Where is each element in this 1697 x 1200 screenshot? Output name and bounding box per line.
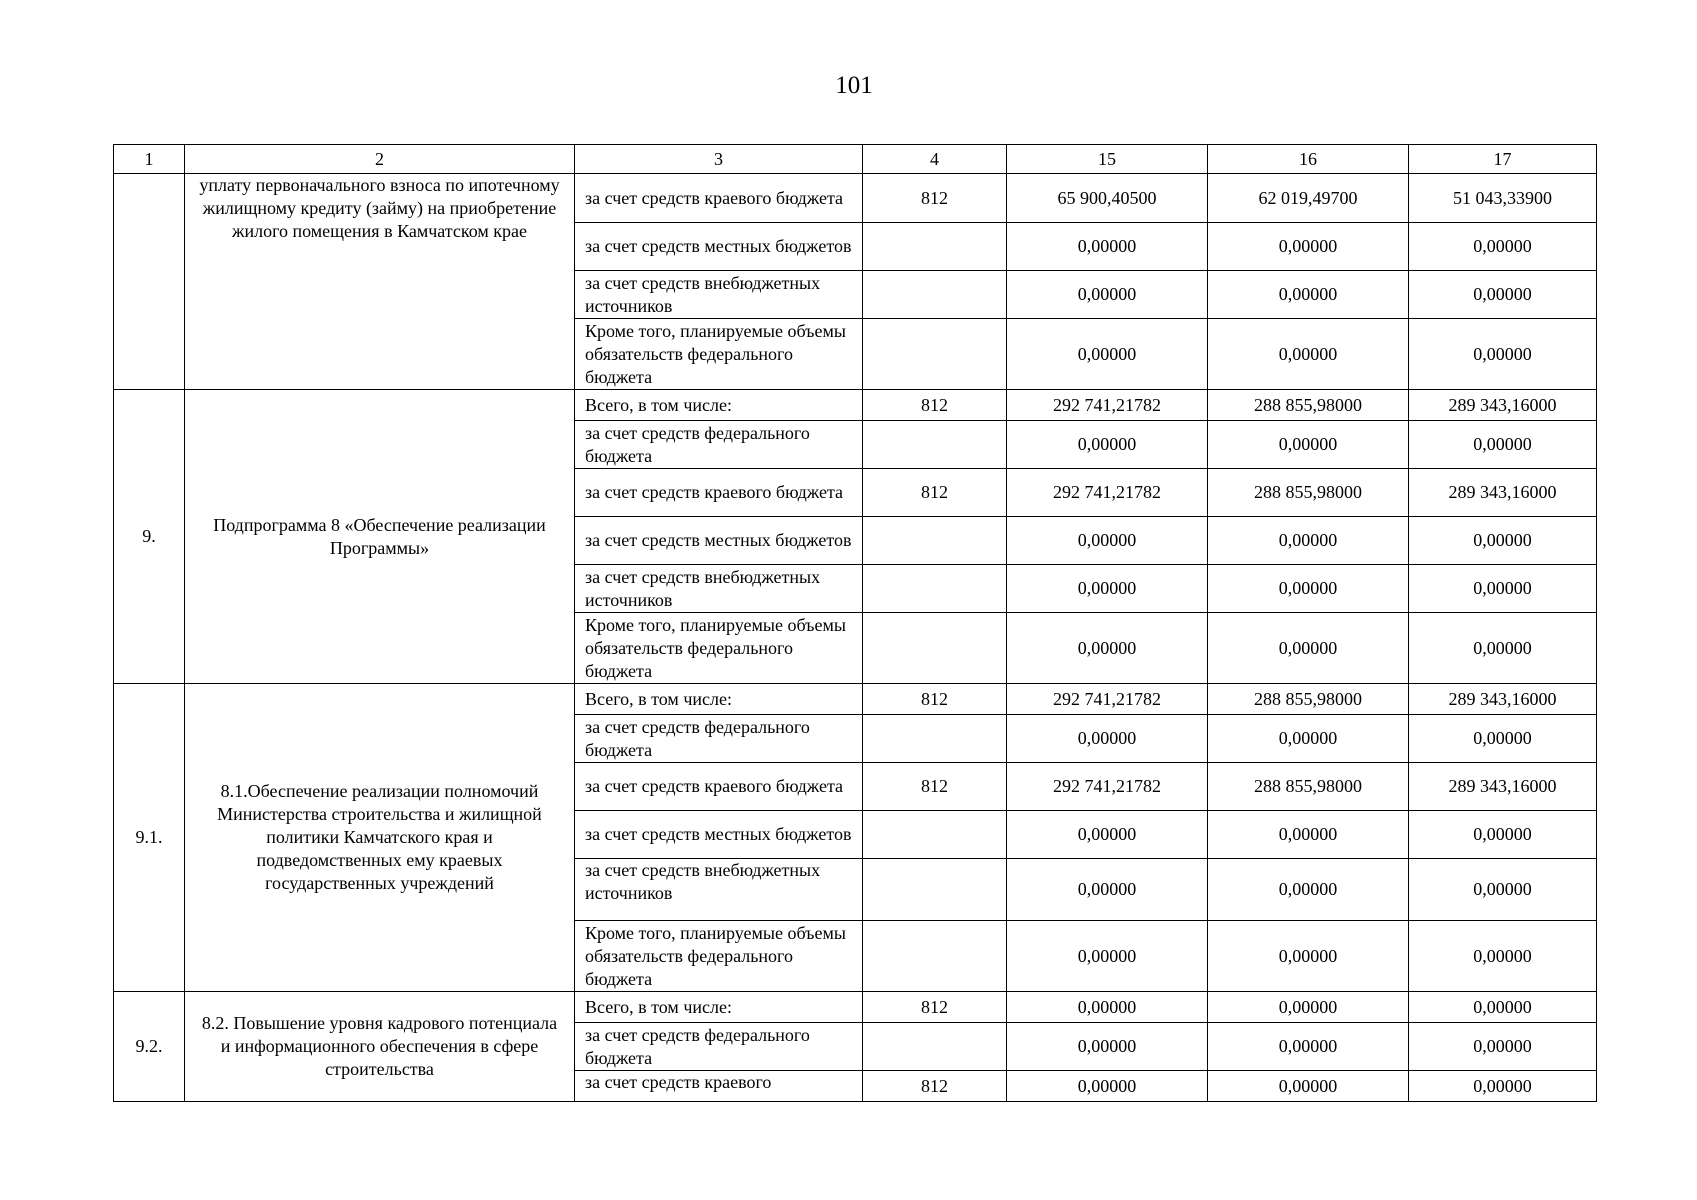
budget-code [863, 859, 1007, 921]
funding-source: за счет средств внебюджетных источников [575, 565, 863, 613]
value-16: 288 855,98000 [1208, 763, 1409, 811]
budget-code: 812 [863, 174, 1007, 223]
budget-table [113, 144, 1597, 1102]
funding-source: за счет средств внебюджетных источников [575, 859, 863, 921]
value-16: 0,00000 [1208, 811, 1409, 859]
value-15: 292 741,21782 [1007, 763, 1208, 811]
value-15: 0,00000 [1007, 223, 1208, 271]
value-16: 0,00000 [1208, 319, 1409, 390]
value-15: 0,00000 [1007, 811, 1208, 859]
value-17: 51 043,33900 [1409, 174, 1597, 223]
header-cell: 2 [185, 145, 575, 174]
budget-code [863, 421, 1007, 469]
value-16: 0,00000 [1208, 421, 1409, 469]
value-15: 0,00000 [1007, 613, 1208, 684]
value-17: 0,00000 [1409, 613, 1597, 684]
budget-code: 812 [863, 1071, 1007, 1102]
value-15: 0,00000 [1007, 421, 1208, 469]
budget-code: 812 [863, 763, 1007, 811]
funding-source: за счет средств краевого [575, 1071, 863, 1102]
value-17: 0,00000 [1409, 565, 1597, 613]
budget-code: 812 [863, 684, 1007, 715]
value-15: 0,00000 [1007, 859, 1208, 921]
funding-source: за счет средств внебюджетных источников [575, 271, 863, 319]
value-15: 0,00000 [1007, 992, 1208, 1023]
value-15: 0,00000 [1007, 319, 1208, 390]
value-15: 0,00000 [1007, 517, 1208, 565]
value-17: 0,00000 [1409, 271, 1597, 319]
value-15: 0,00000 [1007, 715, 1208, 763]
header-cell: 4 [863, 145, 1007, 174]
value-15: 292 741,21782 [1007, 390, 1208, 421]
item-name: Подпрограмма 8 «Обеспечение реализации Программы» [185, 390, 575, 684]
budget-code [863, 319, 1007, 390]
funding-source: за счет средств местных бюджетов [575, 517, 863, 565]
value-17: 0,00000 [1409, 1071, 1597, 1102]
header-row [114, 145, 1597, 174]
value-16: 0,00000 [1208, 921, 1409, 992]
value-17: 0,00000 [1409, 223, 1597, 271]
value-17: 0,00000 [1409, 859, 1597, 921]
value-16: 0,00000 [1208, 613, 1409, 684]
funding-source: Кроме того, планируемые объемы обязательств федерального бюджета [575, 921, 863, 992]
item-number: 9. [114, 390, 185, 684]
item-name: уплату первоначального взноса по ипотечному жилищному кредиту (займу) на приобретение жилого помещения в Камчатском крае [185, 174, 575, 390]
page-number: 101 [835, 72, 873, 99]
value-16: 0,00000 [1208, 517, 1409, 565]
funding-source: за счет средств федерального бюджета [575, 1023, 863, 1071]
value-16: 0,00000 [1208, 1071, 1409, 1102]
budget-code [863, 271, 1007, 319]
value-15: 0,00000 [1007, 565, 1208, 613]
funding-source: за счет средств краевого бюджета [575, 469, 863, 517]
value-16: 0,00000 [1208, 223, 1409, 271]
value-17: 289 343,16000 [1409, 390, 1597, 421]
value-16: 0,00000 [1208, 992, 1409, 1023]
funding-source: Всего, в том числе: [575, 390, 863, 421]
item-name: 8.1.Обеспечение реализации полномочий Министерства строительства и жилищной политики Камчатского края и подведомственных ему краевых государственных учреждений [185, 684, 575, 992]
table-row [114, 992, 1597, 1023]
value-15: 0,00000 [1007, 1023, 1208, 1071]
value-17: 0,00000 [1409, 921, 1597, 992]
budget-code [863, 517, 1007, 565]
value-17: 0,00000 [1409, 319, 1597, 390]
value-16: 0,00000 [1208, 271, 1409, 319]
value-17: 289 343,16000 [1409, 763, 1597, 811]
value-15: 0,00000 [1007, 1071, 1208, 1102]
header-cell: 16 [1208, 145, 1409, 174]
funding-source: за счет средств федерального бюджета [575, 421, 863, 469]
value-17: 0,00000 [1409, 1023, 1597, 1071]
funding-source: за счет средств федерального бюджета [575, 715, 863, 763]
funding-source: за счет средств местных бюджетов [575, 811, 863, 859]
budget-code [863, 811, 1007, 859]
funding-source: Кроме того, планируемые объемы обязательств федерального бюджета [575, 613, 863, 684]
budget-code: 812 [863, 469, 1007, 517]
funding-source: Всего, в том числе: [575, 684, 863, 715]
budget-code [863, 565, 1007, 613]
funding-source: Всего, в том числе: [575, 992, 863, 1023]
header-cell: 3 [575, 145, 863, 174]
value-15: 0,00000 [1007, 271, 1208, 319]
funding-source: за счет средств краевого бюджета [575, 174, 863, 223]
value-15: 65 900,40500 [1007, 174, 1208, 223]
item-name: 8.2. Повышение уровня кадрового потенциала и информационного обеспечения в сфере строительства [185, 992, 575, 1102]
value-17: 0,00000 [1409, 992, 1597, 1023]
value-17: 0,00000 [1409, 715, 1597, 763]
header-cell: 1 [114, 145, 185, 174]
value-17: 0,00000 [1409, 811, 1597, 859]
value-16: 288 855,98000 [1208, 469, 1409, 517]
budget-code [863, 921, 1007, 992]
value-16: 288 855,98000 [1208, 684, 1409, 715]
value-17: 289 343,16000 [1409, 684, 1597, 715]
value-16: 0,00000 [1208, 715, 1409, 763]
value-16: 0,00000 [1208, 859, 1409, 921]
item-number: 9.1. [114, 684, 185, 992]
value-16: 288 855,98000 [1208, 390, 1409, 421]
value-17: 0,00000 [1409, 517, 1597, 565]
value-17: 0,00000 [1409, 421, 1597, 469]
funding-source: Кроме того, планируемые объемы обязательств федерального бюджета [575, 319, 863, 390]
budget-code [863, 613, 1007, 684]
funding-source: за счет средств краевого бюджета [575, 763, 863, 811]
item-number: 9.2. [114, 992, 185, 1102]
value-16: 62 019,49700 [1208, 174, 1409, 223]
value-15: 292 741,21782 [1007, 684, 1208, 715]
value-15: 0,00000 [1007, 921, 1208, 992]
value-17: 289 343,16000 [1409, 469, 1597, 517]
budget-code: 812 [863, 992, 1007, 1023]
header-cell: 15 [1007, 145, 1208, 174]
budget-code [863, 715, 1007, 763]
value-16: 0,00000 [1208, 565, 1409, 613]
budget-code: 812 [863, 390, 1007, 421]
budget-code [863, 1023, 1007, 1071]
header-cell: 17 [1409, 145, 1597, 174]
funding-source: за счет средств местных бюджетов [575, 223, 863, 271]
value-16: 0,00000 [1208, 1023, 1409, 1071]
table-row [114, 174, 1597, 223]
value-15: 292 741,21782 [1007, 469, 1208, 517]
budget-code [863, 223, 1007, 271]
table-row [114, 684, 1597, 715]
table-row [114, 390, 1597, 421]
item-number [114, 174, 185, 390]
